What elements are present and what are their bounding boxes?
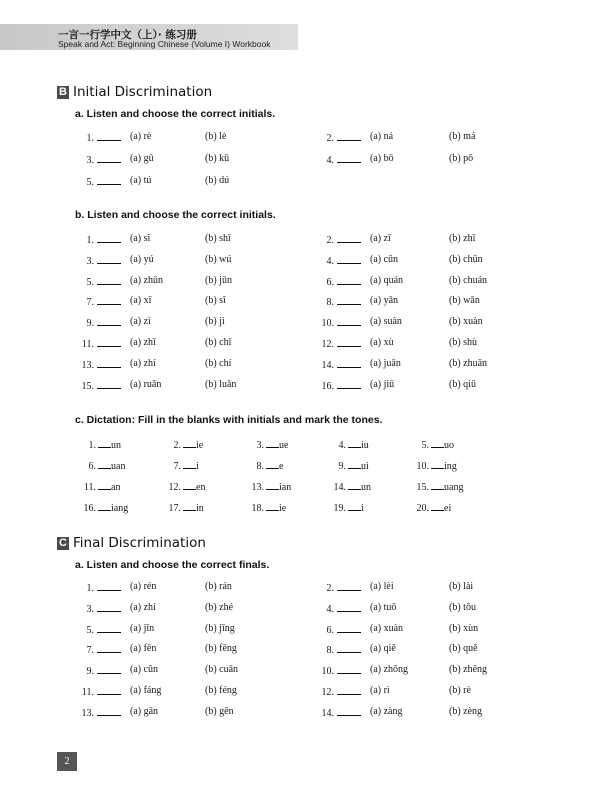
item-number	[70, 664, 121, 677]
option-b[interactable]: (b) zhēng	[449, 664, 488, 676]
section-c-title: Final Discrimination	[73, 535, 206, 551]
option-a[interactable]: (a) fáng	[130, 685, 162, 696]
item-number-label: 20.	[416, 503, 429, 514]
option-b[interactable]: (b) qiǔ	[449, 378, 476, 390]
item-number	[70, 275, 121, 288]
answer-blank[interactable]	[337, 233, 361, 243]
item-number	[70, 685, 121, 698]
option-a[interactable]: (a) quán	[370, 274, 404, 286]
section-b-title: Initial Discrimination	[73, 84, 213, 100]
final-text: iang	[111, 503, 129, 514]
item-number-label: 12.	[168, 482, 181, 493]
option-b[interactable]: (b) féng	[205, 685, 237, 696]
dictation-item	[403, 501, 451, 514]
option-a[interactable]: (a) xù	[370, 337, 394, 348]
option-b[interactable]: (b) zhé	[205, 601, 234, 613]
answer-blank[interactable]	[97, 664, 121, 674]
answer-blank[interactable]	[97, 379, 121, 389]
item-number-label: 6.	[326, 624, 334, 636]
answer-blank[interactable]	[97, 358, 121, 368]
item-number-label: 2.	[173, 440, 181, 451]
answer-blank[interactable]	[337, 602, 361, 612]
answer-blank[interactable]	[337, 581, 361, 591]
option-b[interactable]: (b) zèng	[449, 705, 483, 717]
answer-blank[interactable]	[97, 131, 121, 141]
final-text: an	[111, 482, 121, 493]
item-number-label: 10.	[321, 666, 334, 678]
option-b[interactable]: (b) chūn	[449, 253, 483, 265]
final-text: en	[196, 482, 206, 493]
item-number-label: 19.	[333, 503, 346, 514]
item-number	[310, 337, 361, 350]
item-number-label: 11.	[81, 687, 94, 698]
item-number	[310, 602, 361, 615]
final-text: ue	[279, 440, 289, 451]
option-b[interactable]: (b) shī	[205, 233, 231, 244]
final-text: ian	[279, 482, 292, 493]
section-c-part-a-instruction: a. Listen and choose the correct finals.	[75, 559, 270, 571]
option-b[interactable]: (b) má	[449, 131, 476, 142]
item-number-label: 18.	[251, 503, 264, 514]
initial-blank[interactable]	[183, 459, 196, 469]
item-number-label: 16.	[83, 503, 96, 514]
option-b[interactable]: (b) shù	[449, 337, 478, 348]
initial-blank[interactable]	[266, 438, 279, 448]
option-b[interactable]: (b) gēn	[205, 705, 234, 717]
item-number-label: 4.	[326, 255, 334, 267]
option-b[interactable]: (b) dú	[205, 175, 230, 186]
section-b-part-b-instruction: b. Listen and choose the correct initials.	[75, 209, 276, 221]
item-number-label: 9.	[86, 318, 94, 330]
option-b[interactable]: (b) jǔn	[205, 274, 232, 286]
item-number-label: 1.	[86, 583, 94, 594]
option-b[interactable]: (b) xuàn	[449, 316, 483, 328]
item-number-label: 15.	[416, 482, 429, 493]
dictation-item	[238, 438, 288, 451]
item-number-label: 13.	[81, 359, 94, 371]
option-a[interactable]: (a) jīn	[130, 622, 155, 634]
item-number	[70, 706, 121, 719]
item-number	[70, 233, 121, 246]
item-number	[70, 131, 121, 144]
section-b-heading	[57, 84, 212, 100]
item-number-label: 14.	[333, 482, 346, 493]
initial-blank[interactable]	[348, 480, 361, 490]
item-number-label: 6.	[88, 461, 96, 472]
dictation-item	[155, 438, 203, 451]
option-a[interactable]: (a) bō	[370, 153, 394, 164]
header-chinese-title: 一言一行学中文（上）· 练习册	[58, 29, 197, 41]
dictation-item	[403, 459, 457, 472]
item-number-label: 11.	[81, 339, 94, 350]
option-a[interactable]: (a) zì	[130, 316, 151, 328]
initial-blank[interactable]	[431, 438, 444, 448]
option-a[interactable]: (a) xuàn	[370, 622, 404, 634]
option-a[interactable]: (a) jiǔ	[370, 378, 395, 390]
option-a[interactable]: (a) zàng	[370, 705, 403, 717]
answer-blank[interactable]	[337, 358, 361, 368]
item-number-label: 7.	[86, 645, 94, 657]
answer-blank[interactable]	[97, 337, 121, 347]
item-number	[310, 581, 361, 594]
initial-blank[interactable]	[266, 459, 279, 469]
item-number	[70, 602, 121, 615]
item-number-label: 3.	[86, 255, 94, 267]
answer-blank[interactable]	[337, 706, 361, 716]
item-number-label: 1.	[86, 133, 94, 144]
item-number-label: 5.	[421, 440, 429, 451]
item-number-label: 5.	[86, 624, 94, 636]
option-a[interactable]: (a) ruǎn	[130, 378, 162, 390]
option-a[interactable]: (a) zhǐ	[130, 337, 156, 348]
option-b[interactable]: (b) xùn	[449, 622, 479, 634]
dictation-item	[320, 480, 371, 493]
item-number-label: 1.	[88, 440, 96, 451]
item-number-label: 8.	[326, 297, 334, 309]
option-a[interactable]: (a) zhǔn	[130, 274, 164, 286]
item-number-label: 3.	[86, 155, 94, 166]
option-a[interactable]: (a) rè	[130, 131, 152, 142]
item-number-label: 5.	[86, 276, 94, 288]
initial-blank[interactable]	[431, 459, 444, 469]
item-number	[70, 254, 121, 267]
item-number	[310, 379, 361, 392]
option-a[interactable]: (a) cūn	[130, 664, 159, 676]
answer-blank[interactable]	[337, 316, 361, 326]
option-a[interactable]: (a) juān	[370, 357, 401, 369]
initial-blank[interactable]	[183, 501, 196, 511]
option-a[interactable]: (a) sī	[130, 233, 151, 244]
answer-blank[interactable]	[97, 295, 121, 305]
initial-blank[interactable]	[183, 480, 196, 490]
item-number-label: 3.	[86, 603, 94, 615]
dictation-item	[320, 501, 364, 514]
dictation-item	[403, 438, 454, 451]
item-number	[310, 685, 361, 698]
item-number-label: 7.	[173, 461, 181, 472]
item-number-label: 13.	[81, 707, 94, 719]
item-number-label: 15.	[81, 380, 94, 392]
item-number-label: 9.	[86, 666, 94, 678]
final-text: ui	[361, 461, 369, 472]
dictation-item	[155, 480, 205, 493]
initial-blank[interactable]	[266, 480, 279, 490]
option-a[interactable]: (a) fēn	[130, 643, 157, 655]
option-a[interactable]: (a) yǎn	[370, 295, 399, 307]
answer-blank[interactable]	[97, 581, 121, 591]
item-number	[310, 254, 361, 267]
option-b[interactable]: (b) rán	[205, 581, 232, 592]
item-number	[310, 358, 361, 371]
answer-blank[interactable]	[97, 602, 121, 612]
initial-blank[interactable]	[98, 459, 111, 469]
answer-blank[interactable]	[97, 706, 121, 716]
answer-blank[interactable]	[337, 153, 361, 163]
answer-blank[interactable]	[337, 664, 361, 674]
header-english-title: Speak and Act: Beginning Chinese (Volume I) Workbook	[58, 39, 271, 49]
item-number-label: 12.	[321, 687, 334, 698]
initial-blank[interactable]	[183, 438, 196, 448]
item-number-label: 2.	[326, 133, 334, 144]
option-b[interactable]: (b) zhī	[449, 233, 476, 244]
item-number-label: 5.	[86, 177, 94, 188]
answer-blank[interactable]	[337, 295, 361, 305]
initial-blank[interactable]	[348, 459, 361, 469]
answer-blank[interactable]	[97, 233, 121, 243]
initial-blank[interactable]	[98, 438, 111, 448]
dictation-item	[70, 438, 121, 451]
option-a[interactable]: (a) xī	[130, 295, 152, 307]
initial-blank[interactable]	[348, 501, 361, 511]
item-number	[70, 623, 121, 636]
item-number-label: 10.	[321, 318, 334, 330]
section-c-heading	[57, 535, 206, 551]
dictation-item	[70, 501, 128, 514]
item-number	[70, 153, 121, 166]
initial-blank[interactable]	[266, 501, 279, 511]
section-c-badge: C	[57, 537, 69, 550]
final-text: uang	[444, 482, 464, 493]
answer-blank[interactable]	[97, 254, 121, 264]
option-a[interactable]: (a) zhōng	[370, 664, 409, 676]
final-text: i	[361, 503, 364, 514]
item-number	[310, 664, 361, 677]
item-number	[70, 379, 121, 392]
answer-blank[interactable]	[337, 643, 361, 653]
final-text: ie	[279, 503, 287, 514]
option-a[interactable]: (a) rén	[130, 581, 157, 592]
option-b[interactable]: (b) lè	[205, 131, 227, 142]
final-text: uan	[111, 461, 126, 472]
option-b[interactable]: (b) kū	[205, 153, 230, 164]
dictation-item	[155, 501, 204, 514]
option-a[interactable]: (a) zhí	[130, 601, 156, 613]
final-text: e	[279, 461, 284, 472]
dictation-item	[320, 438, 369, 451]
answer-blank[interactable]	[337, 337, 361, 347]
dictation-item	[238, 501, 286, 514]
answer-blank[interactable]	[97, 643, 121, 653]
answer-blank[interactable]	[97, 316, 121, 326]
option-b[interactable]: (b) sī	[205, 295, 226, 307]
option-a[interactable]: (a) cūn	[370, 253, 399, 265]
initial-blank[interactable]	[348, 438, 361, 448]
item-number	[310, 275, 361, 288]
option-a[interactable]: (a) tuō	[370, 601, 397, 613]
dictation-item	[155, 459, 199, 472]
option-a[interactable]: (a) zī	[370, 233, 391, 244]
section-b-badge: B	[57, 86, 69, 99]
item-number	[70, 581, 121, 594]
option-b[interactable]: (b) chuán	[449, 274, 488, 286]
page-number: 2	[57, 752, 77, 771]
initial-blank[interactable]	[98, 480, 111, 490]
item-number	[70, 358, 121, 371]
item-number-label: 1.	[86, 235, 94, 246]
initial-blank[interactable]	[431, 480, 444, 490]
option-a[interactable]: (a) rì	[370, 685, 390, 696]
final-text: ing	[444, 461, 457, 472]
final-text: un	[111, 440, 121, 451]
option-a[interactable]: (a) suàn	[370, 316, 402, 328]
final-text: i	[196, 461, 199, 472]
item-number	[310, 706, 361, 719]
item-number-label: 14.	[321, 359, 334, 371]
section-b-part-a-instruction: a. Listen and choose the correct initials.	[75, 108, 276, 120]
answer-blank[interactable]	[337, 131, 361, 141]
item-number-label: 17.	[168, 503, 181, 514]
item-number	[310, 643, 361, 656]
option-a[interactable]: (a) ná	[370, 131, 394, 142]
answer-blank[interactable]	[97, 153, 121, 163]
item-number	[70, 643, 121, 656]
item-number-label: 8.	[256, 461, 264, 472]
answer-blank[interactable]	[337, 254, 361, 264]
item-number-label: 7.	[86, 297, 94, 309]
final-text: iu	[361, 440, 369, 451]
item-number	[70, 316, 121, 329]
item-number	[70, 295, 121, 308]
dictation-item	[238, 480, 291, 493]
option-b[interactable]: (b) cuān	[205, 664, 239, 676]
option-a[interactable]: (a) zhí	[130, 357, 156, 369]
answer-blank[interactable]	[97, 685, 121, 695]
option-b[interactable]: (b) chǐ	[205, 337, 232, 348]
item-number-label: 9.	[338, 461, 346, 472]
item-number	[310, 295, 361, 308]
item-number-label: 11.	[83, 482, 96, 493]
item-number-label: 2.	[326, 583, 334, 594]
final-text: ei	[444, 503, 452, 514]
item-number-label: 3.	[256, 440, 264, 451]
answer-blank[interactable]	[337, 275, 361, 285]
item-number-label: 4.	[326, 155, 334, 166]
item-number	[310, 233, 361, 246]
option-b[interactable]: (b) quě	[449, 643, 478, 655]
item-number-label: 14.	[321, 707, 334, 719]
option-b[interactable]: (b) lài	[449, 581, 474, 592]
option-a[interactable]: (a) gū	[130, 153, 154, 164]
option-b[interactable]: (b) jīng	[205, 622, 235, 634]
answer-blank[interactable]	[337, 379, 361, 389]
final-text: un	[361, 482, 371, 493]
item-number-label: 8.	[326, 645, 334, 657]
final-text: in	[196, 503, 204, 514]
item-number	[310, 623, 361, 636]
dictation-item	[70, 459, 125, 472]
answer-blank[interactable]	[97, 623, 121, 633]
final-text: ie	[196, 440, 204, 451]
item-number-label: 10.	[416, 461, 429, 472]
option-a[interactable]: (a) yú	[130, 253, 154, 265]
option-a[interactable]: (a) gān	[130, 705, 159, 717]
item-number-label: 2.	[326, 235, 334, 246]
item-number-label: 4.	[338, 440, 346, 451]
option-b[interactable]: (b) luǎn	[205, 378, 237, 390]
option-b[interactable]: (b) zhuān	[449, 357, 488, 369]
option-a[interactable]: (a) lèi	[370, 581, 394, 592]
item-number-label: 13.	[251, 482, 264, 493]
answer-blank[interactable]	[337, 623, 361, 633]
item-number-label: 16.	[321, 380, 334, 392]
dictation-item	[403, 480, 463, 493]
answer-blank[interactable]	[97, 275, 121, 285]
section-b-part-c-instruction: c. Dictation: Fill in the blanks with initials and mark the tones.	[75, 414, 383, 426]
item-number	[310, 131, 361, 144]
option-a[interactable]: (a) tú	[130, 175, 152, 186]
dictation-item	[238, 459, 283, 472]
option-b[interactable]: (b) tōu	[449, 601, 476, 613]
initial-blank[interactable]	[98, 501, 111, 511]
option-b[interactable]: (b) wǎn	[449, 295, 480, 307]
item-number	[70, 175, 121, 188]
answer-blank[interactable]	[97, 175, 121, 185]
option-b[interactable]: (b) jì	[205, 316, 225, 328]
item-number	[70, 337, 121, 350]
item-number-label: 12.	[321, 339, 334, 350]
item-number-label: 4.	[326, 603, 334, 615]
initial-blank[interactable]	[431, 501, 444, 511]
option-b[interactable]: (b) fēng	[205, 643, 237, 655]
answer-blank[interactable]	[337, 685, 361, 695]
option-b[interactable]: (b) chí	[205, 357, 232, 369]
final-text: uo	[444, 440, 454, 451]
dictation-item	[320, 459, 369, 472]
item-number	[310, 316, 361, 329]
option-b[interactable]: (b) rè	[449, 685, 471, 696]
item-number-label: 6.	[326, 276, 334, 288]
item-number	[310, 153, 361, 166]
option-b[interactable]: (b) wú	[205, 253, 232, 265]
dictation-item	[70, 480, 120, 493]
option-a[interactable]: (a) qiě	[370, 643, 396, 655]
option-b[interactable]: (b) pō	[449, 153, 474, 164]
